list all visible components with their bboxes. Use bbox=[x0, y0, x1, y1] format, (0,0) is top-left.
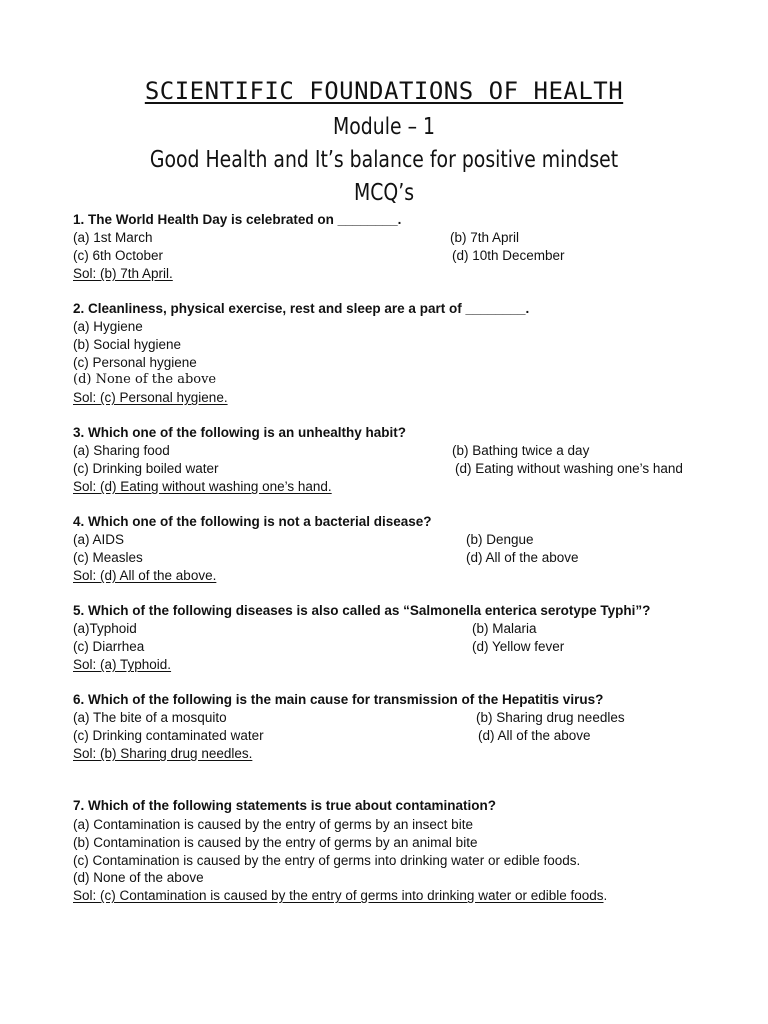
q3-solution: Sol: (d) Eating without washing one’s hand. bbox=[73, 479, 332, 494]
q7-option-d: (d) None of the above bbox=[73, 870, 204, 885]
subtitle-heading: Good Health and It’s balance for positive mindset bbox=[149, 147, 619, 173]
document-title: SCIENTIFIC FOUNDATIONS OF HEALTH bbox=[144, 77, 624, 105]
question-5: 5. Which of the following diseases is also called as “Salmonella enterica serotype Typhi”? bbox=[73, 603, 651, 618]
q2-option-c: (c) Personal hygiene bbox=[73, 355, 197, 370]
q4-option-d: (d) All of the above bbox=[466, 550, 579, 565]
q7-option-b: (b) Contamination is caused by the entry of germs by an animal bite bbox=[73, 835, 478, 850]
q2-option-b: (b) Social hygiene bbox=[73, 337, 182, 352]
q5-option-b: (b) Malaria bbox=[472, 621, 537, 636]
q2-option-d: (d) None of the above bbox=[73, 372, 217, 387]
q5-option-a: (a)Typhoid bbox=[73, 621, 137, 636]
q7-solution-text: Sol: (c) Contamination is caused by the entry of germs into drinking water or edible foods bbox=[73, 888, 604, 903]
q5-option-d: (d) Yellow fever bbox=[472, 639, 565, 654]
q6-solution: Sol: (b) Sharing drug needles. bbox=[73, 746, 253, 761]
q6-option-c: (c) Drinking contaminated water bbox=[73, 728, 264, 743]
q3-option-a: (a) Sharing food bbox=[73, 443, 170, 458]
q4-solution: Sol: (d) All of the above. bbox=[73, 568, 217, 583]
q7-option-a: (a) Contamination is caused by the entry of germs by an insect bite bbox=[73, 817, 473, 832]
q2-solution: Sol: (c) Personal hygiene. bbox=[73, 390, 228, 405]
mcq-heading: MCQ’s bbox=[353, 180, 415, 206]
q7-solution bbox=[73, 888, 607, 903]
question-3: 3. Which one of the following is an unhealthy habit? bbox=[73, 425, 406, 440]
question-6: 6. Which of the following is the main cause for transmission of the Hepatitis virus? bbox=[73, 692, 604, 707]
q3-option-c: (c) Drinking boiled water bbox=[73, 461, 219, 476]
q3-option-b: (b) Bathing twice a day bbox=[452, 443, 590, 458]
q1-option-a: (a) 1st March bbox=[73, 230, 153, 245]
q6-option-d: (d) All of the above bbox=[478, 728, 591, 743]
q4-option-b: (b) Dengue bbox=[466, 532, 534, 547]
q1-option-c: (c) 6th October bbox=[73, 248, 164, 263]
q1-solution: Sol: (b) 7th April. bbox=[73, 266, 173, 281]
q6-option-a: (a) The bite of a mosquito bbox=[73, 710, 227, 725]
q1-option-b: (b) 7th April bbox=[450, 230, 520, 245]
module-heading: Module – 1 bbox=[332, 114, 435, 140]
q4-option-c: (c) Measles bbox=[73, 550, 143, 565]
q6-option-b: (b) Sharing drug needles bbox=[476, 710, 625, 725]
q7-option-c: (c) Contamination is caused by the entry of germs into drinking water or edible foods. bbox=[73, 853, 581, 868]
q5-option-c: (c) Diarrhea bbox=[73, 639, 145, 654]
question-1: 1. The World Health Day is celebrated on ________. bbox=[73, 212, 402, 227]
q7-solution-period: . bbox=[603, 888, 608, 903]
q2-option-a: (a) Hygiene bbox=[73, 319, 143, 334]
question-7: 7. Which of the following statements is true about contamination? bbox=[73, 798, 497, 813]
q1-option-d: (d) 10th December bbox=[452, 248, 565, 263]
question-2: 2. Cleanliness, physical exercise, rest and sleep are a part of ________. bbox=[73, 301, 530, 316]
q4-option-a: (a) AIDS bbox=[73, 532, 125, 547]
question-4: 4. Which one of the following is not a bacterial disease? bbox=[73, 514, 432, 529]
q3-option-d: (d) Eating without washing one’s hand bbox=[455, 461, 683, 476]
q5-solution: Sol: (a) Typhoid. bbox=[73, 657, 172, 672]
